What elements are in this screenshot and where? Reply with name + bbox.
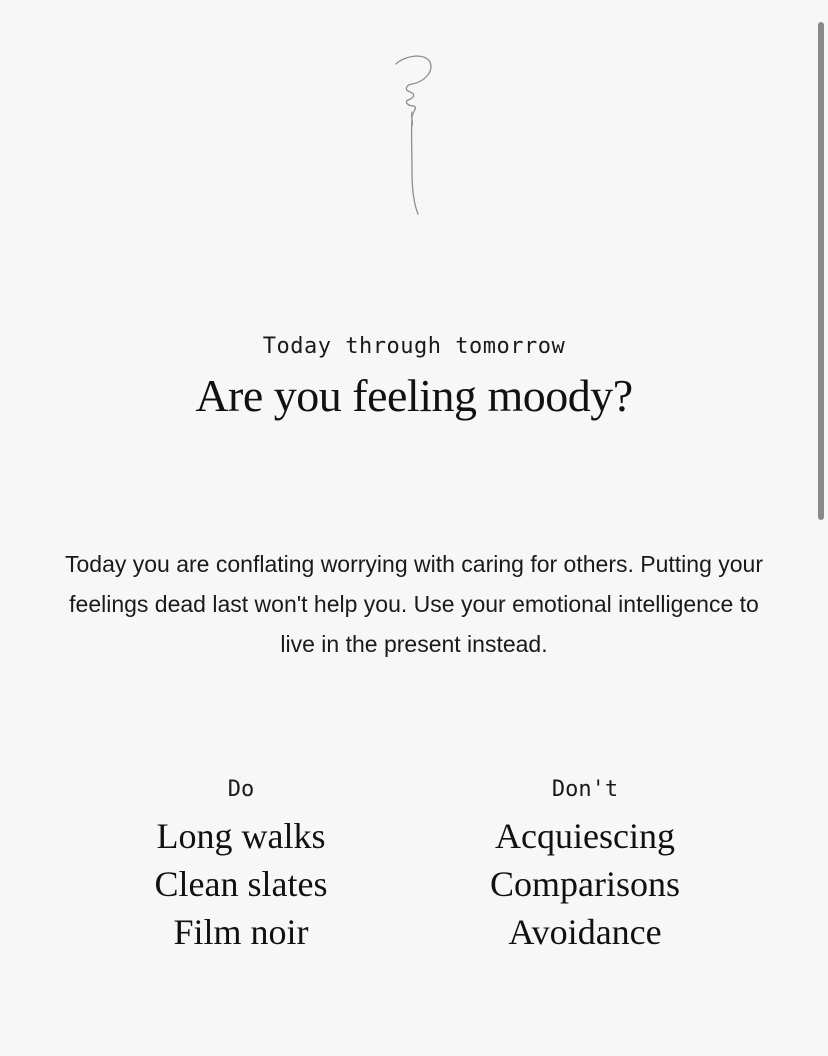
do-label: Do (227, 777, 255, 802)
do-column (81, 772, 401, 956)
dont-column (425, 772, 745, 956)
page-title: Are you feeling moody? (195, 370, 633, 421)
list-item: Avoidance (508, 912, 662, 952)
horoscope-description: Today you are conflating worrying with caring for others. Putting your feelings dead last won't help you. Use your emotional intelligence to live in the present instead. (64, 551, 764, 657)
list-item: Long walks (156, 816, 326, 856)
forecast-period: Today through tomorrow (262, 334, 566, 359)
do-list (81, 812, 401, 956)
list-item: Clean slates (154, 864, 328, 904)
list-item: Film noir (173, 912, 309, 952)
line-drawing-figure-icon (388, 52, 440, 216)
scrollbar[interactable] (818, 22, 824, 520)
list-item: Acquiescing (495, 816, 675, 856)
dont-label: Don't (551, 777, 619, 802)
dont-list (425, 812, 745, 956)
list-item: Comparisons (489, 864, 680, 904)
